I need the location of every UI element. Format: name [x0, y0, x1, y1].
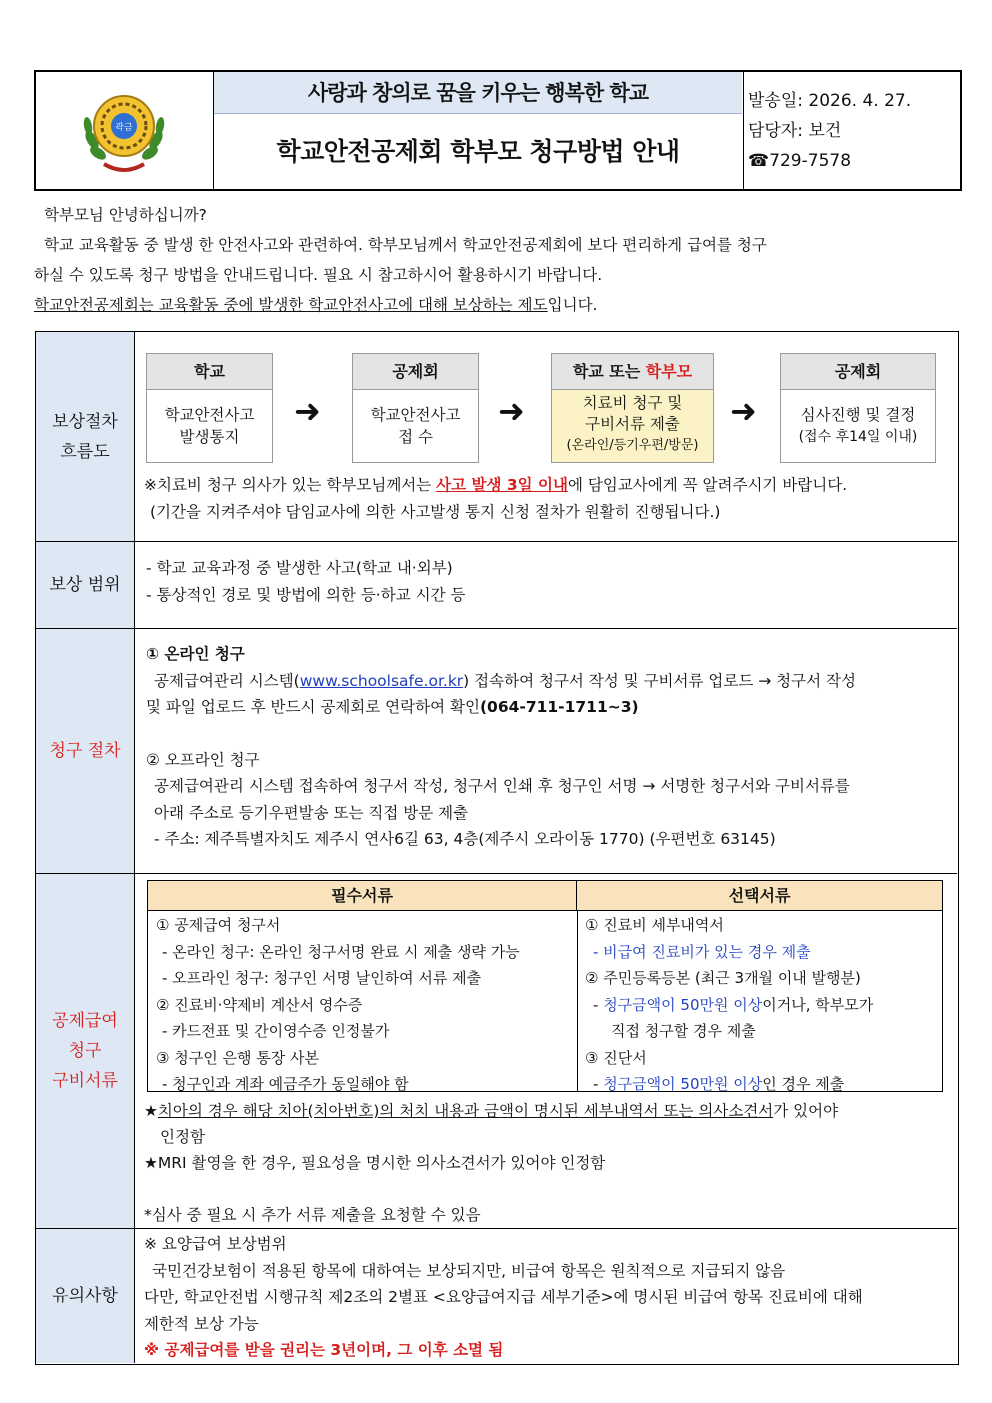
documents-table	[147, 880, 943, 1092]
send-date: 발송일: 2026. 4. 27.	[748, 91, 912, 111]
flow-step-review: 공제회 심사진행 및 결정 (접수 후14일 이내)	[780, 353, 936, 463]
manager: 담당자: 보건	[748, 121, 842, 141]
optional-docs-header: 선택서류	[577, 881, 942, 911]
row-caution	[36, 1229, 957, 1363]
row-label: 보상절차 흐름도	[36, 332, 135, 541]
row-label: 보상 범위	[36, 542, 135, 628]
intro-line: 학교안전공제회는 교육활동 중에 발생한 학교안전사고에 대해 보상하는 제도입니다.	[34, 296, 598, 314]
arrow-icon: ➜	[498, 392, 525, 430]
phone-number: ☎729-7578	[748, 151, 852, 171]
intro-greeting: 학부모님 안녕하십니까?	[44, 206, 207, 224]
row-label: 청구 절차	[36, 629, 135, 873]
intro-text	[34, 200, 954, 320]
header-info	[748, 86, 911, 176]
header-title-cell	[214, 72, 744, 189]
page-title: 학교안전공제회 학부모 청구방법 안내	[276, 137, 680, 166]
row-documents	[36, 874, 957, 1229]
info-table	[35, 331, 959, 1365]
flow-step-school: 학교 학교안전사고 발생통지	[146, 353, 273, 463]
flow-step-parent: 학교 또는 학부모 치료비 청구 및 구비서류 제출 (온라인/등기우편/방문)	[551, 353, 714, 463]
intro-underlined: 학교안전공제회는 교육활동 중에 발생한 학교안전사고에 대해 보상하는 제도	[34, 296, 548, 314]
documents-notes: ★치아의 경우 해당 치아(치아번호)의 처치 내용과 금액이 명시된 세부내역서 또는 의사소견서가 있어야 인정함 ★MRI 촬영을 한 경우, 필요성을 명시한 의사소견서가 있어야 인정함 *심사 중 필요 시 추가 서류 제출을 요청할 수 있음	[144, 1102, 839, 1224]
arrow-icon: ➜	[730, 392, 757, 430]
row-scope	[36, 542, 957, 629]
scope-content: - 학교 교육과정 중 발생한 사고(학교 내·외부) - 통상적인 경로 및 방법에 의한 등·하교 시간 등	[146, 559, 466, 604]
flow-content	[136, 332, 957, 541]
school-logo-cell	[36, 72, 214, 189]
school-emblem-icon	[74, 80, 174, 180]
arrow-icon: ➜	[294, 392, 321, 430]
required-docs-header: 필수서류	[148, 881, 577, 911]
intro-line: 하실 수 있도록 청구 방법을 안내드립니다. 필요 시 참고하시어 활용하시기 바랍니다.	[34, 266, 603, 284]
intro-line: 학교 교육활동 중 발생 한 안전사고와 관련하여. 학부모님께서 학교안전공제회에 보다 편리하게 급여를 청구	[44, 236, 767, 254]
schoolsafe-link[interactable]: www.schoolsafe.or.kr	[299, 671, 464, 690]
claim-content: ① 온라인 청구 공제급여관리 시스템(www.schoolsafe.or.kr) 접속하여 청구서 작성 및 구비서류 업로드 → 청구서 작성 및 파일 업로드 후 반드시 공제회로 연락하여 확인(064-711-1711~3) ② 오프라인 청구 공제급여관리 시스템 접속하여 청구서 작성, 청구서 인쇄 후 청구인 서명 → 서명한 청구서와 구비서류를 아래 주소로 등기우편발송 또는 직접 방문 제출 - 주소: 제주특별자치도 제주시 연사6길 63, 4층(제주시 오라이동 1770) (우편번호 63145)	[146, 645, 856, 848]
documents-content	[136, 874, 957, 1228]
row-flow	[36, 332, 957, 542]
caution-content: ※ 요양급여 보상범위 국민건강보험이 적용된 항목에 대하여는 보상되지만, 비급여 항목은 원칙적으로 지급되지 않음 다만, 학교안전법 시행규칙 제2조의 2별표 <요양급여지급 세부기준>에 명시된 비급여 항목 진료비에 대해 제한적 보상 가능 ※ 공제급여를 받을 권리는 3년이며, 그 이후 소멸 됨	[144, 1235, 863, 1359]
required-docs-list: ① 공제급여 청구서 - 온라인 청구: 온라인 청구서명 완료 시 제출 생략 가능 - 오프라인 청구: 청구인 서명 날인하여 서류 제출 ② 진료비·약제비 계산서 영수증 - 카드전표 및 간이영수증 인정불가 ③ 청구인 은행 통장 사본 - 청구인과 계좌 예금주가 동일해야 함	[156, 916, 520, 1093]
school-slogan: 사랑과 창의로 꿈을 키우는 행복한 학교	[214, 72, 742, 114]
logo-text: 곽금	[115, 123, 133, 133]
flow-note: ※치료비 청구 의사가 있는 학부모님께서는 사고 발생 3일 이내에 담임교사에게 꼭 알려주시기 바랍니다. (기간을 지켜주셔야 담임교사에 의한 사고발생 통지 신청 절차가 원활히 진행됩니다.)	[144, 476, 848, 521]
flow-step-association: 공제회 학교안전사고 접 수	[352, 353, 479, 463]
row-label: 공제급여 청구 구비서류	[36, 874, 135, 1228]
row-claim	[36, 629, 957, 874]
document-header	[34, 70, 962, 191]
row-label: 유의사항	[36, 1229, 135, 1363]
optional-docs-list: ① 진료비 세부내역서 - 비급여 진료비가 있는 경우 제출 ② 주민등록등본 (최근 3개월 이내 발행분) - 청구금액이 50만원 이상이거나, 학부모가 직접 청구할 경우 제출 ③ 진단서 - 청구금액이 50만원 이상인 경우 제출	[585, 916, 874, 1093]
